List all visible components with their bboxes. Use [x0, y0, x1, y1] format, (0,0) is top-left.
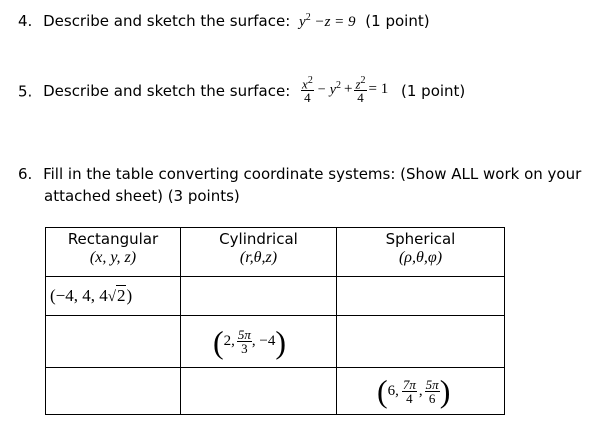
equation: $\frac{x^2}{4}$ − $y^2$ + $\frac{z^2}{4}$ = 1 [302, 75, 389, 106]
points-label: (1 point) [365, 12, 430, 30]
question-number: 4. [18, 12, 33, 30]
header-cylindrical: Cylindrical (r,θ,z) [181, 228, 337, 277]
question-6 [18, 163, 581, 207]
header-rectangular: Rectangular (x, y, z) [46, 228, 181, 277]
cell-cylindrical-answer[interactable] [181, 277, 337, 316]
table-row [46, 316, 505, 368]
point-value: (−4, 4, 4√2) [50, 286, 133, 305]
fraction-z: $\frac{z^2}{4}$ [355, 75, 366, 106]
question-text-line2: attached sheet) (3 points) [44, 187, 240, 205]
question-number: 5. [18, 82, 33, 101]
cell-spherical-answer[interactable] [337, 277, 505, 316]
table-header-row [46, 228, 505, 277]
header-spherical: Spherical (ρ,θ,φ) [337, 228, 505, 277]
cell-spherical-answer[interactable] [337, 316, 505, 368]
equation: $y^2 -z = 9$ [299, 12, 356, 30]
conversion-table [45, 227, 505, 415]
point-value: ( 6, $\frac{7\pi}{4}$ , $\frac{5\pi}{6}$ ) [377, 373, 451, 409]
question-text: Describe and sketch the surface: [43, 82, 291, 101]
cell-spherical-given [337, 368, 505, 415]
cell-rectangular-answer[interactable] [46, 368, 181, 415]
question-number: 6. [18, 165, 33, 183]
cell-rectangular-given [46, 277, 181, 316]
point-value: ( 2, $\frac{5\pi}{3}$ , −4 ) [213, 323, 287, 360]
cell-rectangular-answer[interactable] [46, 316, 181, 368]
cell-cylindrical-given [181, 316, 337, 368]
question-text: Describe and sketch the surface: [43, 12, 291, 30]
question-text-line1: Fill in the table converting coordinate systems: (Show ALL work on your [43, 165, 582, 183]
fraction-x: $\frac{x^2}{4}$ [302, 75, 313, 106]
question-4 [18, 12, 430, 31]
table-row [46, 368, 505, 415]
table-row [46, 277, 505, 316]
question-5 [18, 75, 466, 112]
cell-cylindrical-answer[interactable] [181, 368, 337, 415]
points-label: (1 point) [401, 82, 466, 101]
